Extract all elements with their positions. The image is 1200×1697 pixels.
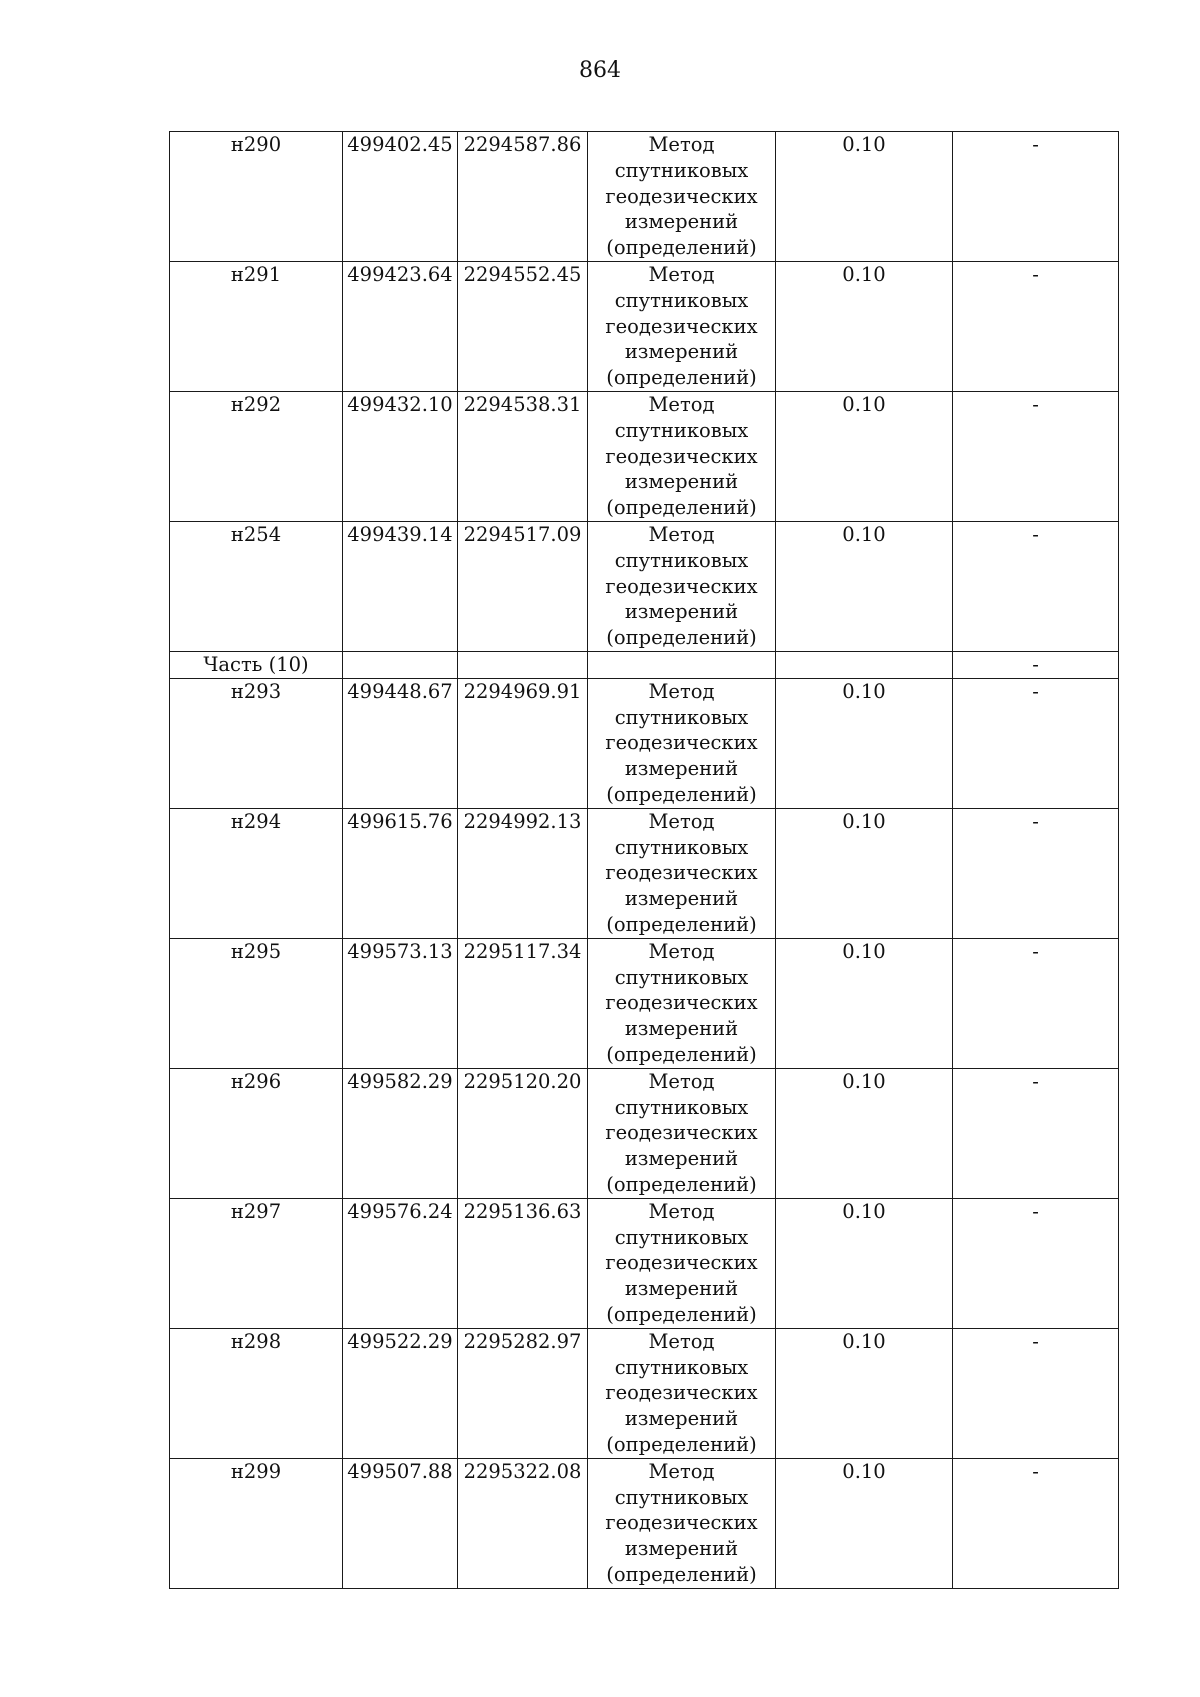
accuracy-cell: 0.10 xyxy=(776,678,953,808)
point-name-cell: н290 xyxy=(170,132,343,262)
method-cell xyxy=(588,652,776,679)
point-name-cell: н296 xyxy=(170,1068,343,1198)
x-coordinate-cell: 499582.29 xyxy=(343,1068,458,1198)
accuracy-cell xyxy=(776,652,953,679)
description-cell: - xyxy=(953,808,1119,938)
table-row xyxy=(170,678,1119,808)
y-coordinate-cell: 2295136.63 xyxy=(458,1198,588,1328)
description-cell: - xyxy=(953,522,1119,652)
point-name-cell: н294 xyxy=(170,808,343,938)
table-row xyxy=(170,132,1119,262)
accuracy-cell: 0.10 xyxy=(776,938,953,1068)
table-row xyxy=(170,1458,1119,1588)
description-cell: - xyxy=(953,652,1119,679)
x-coordinate-cell: 499402.45 xyxy=(343,132,458,262)
point-name-cell: н299 xyxy=(170,1458,343,1588)
coordinates-table-body xyxy=(170,132,1119,1589)
description-cell: - xyxy=(953,1198,1119,1328)
y-coordinate-cell: 2294992.13 xyxy=(458,808,588,938)
point-name-cell: н298 xyxy=(170,1328,343,1458)
y-coordinate-cell: 2294587.86 xyxy=(458,132,588,262)
table-part-row xyxy=(170,652,1119,679)
method-cell: Метод спутниковых геодезических измерений (определений) xyxy=(588,262,776,392)
y-coordinate-cell: 2294517.09 xyxy=(458,522,588,652)
table-row xyxy=(170,938,1119,1068)
table-row xyxy=(170,808,1119,938)
y-coordinate-cell: 2295117.34 xyxy=(458,938,588,1068)
description-cell: - xyxy=(953,1458,1119,1588)
x-coordinate-cell: 499573.13 xyxy=(343,938,458,1068)
method-cell: Метод спутниковых геодезических измерений (определений) xyxy=(588,1198,776,1328)
table-row xyxy=(170,262,1119,392)
point-name-cell: н297 xyxy=(170,1198,343,1328)
table-row xyxy=(170,1068,1119,1198)
y-coordinate-cell xyxy=(458,652,588,679)
accuracy-cell: 0.10 xyxy=(776,1198,953,1328)
y-coordinate-cell: 2295120.20 xyxy=(458,1068,588,1198)
accuracy-cell: 0.10 xyxy=(776,1068,953,1198)
x-coordinate-cell: 499423.64 xyxy=(343,262,458,392)
y-coordinate-cell: 2295322.08 xyxy=(458,1458,588,1588)
x-coordinate-cell: 499439.14 xyxy=(343,522,458,652)
description-cell: - xyxy=(953,132,1119,262)
x-coordinate-cell xyxy=(343,652,458,679)
accuracy-cell: 0.10 xyxy=(776,1458,953,1588)
point-name-cell: н293 xyxy=(170,678,343,808)
y-coordinate-cell: 2294552.45 xyxy=(458,262,588,392)
x-coordinate-cell: 499522.29 xyxy=(343,1328,458,1458)
accuracy-cell: 0.10 xyxy=(776,808,953,938)
description-cell: - xyxy=(953,1328,1119,1458)
description-cell: - xyxy=(953,392,1119,522)
x-coordinate-cell: 499615.76 xyxy=(343,808,458,938)
point-name-cell: н295 xyxy=(170,938,343,1068)
accuracy-cell: 0.10 xyxy=(776,522,953,652)
accuracy-cell: 0.10 xyxy=(776,262,953,392)
x-coordinate-cell: 499432.10 xyxy=(343,392,458,522)
point-name-cell: Часть (10) xyxy=(170,652,343,679)
point-name-cell: н292 xyxy=(170,392,343,522)
accuracy-cell: 0.10 xyxy=(776,392,953,522)
method-cell: Метод спутниковых геодезических измерений (определений) xyxy=(588,1328,776,1458)
point-name-cell: н291 xyxy=(170,262,343,392)
x-coordinate-cell: 499448.67 xyxy=(343,678,458,808)
table-row xyxy=(170,392,1119,522)
method-cell: Метод спутниковых геодезических измерений (определений) xyxy=(588,522,776,652)
y-coordinate-cell: 2294538.31 xyxy=(458,392,588,522)
table-row xyxy=(170,522,1119,652)
description-cell: - xyxy=(953,938,1119,1068)
y-coordinate-cell: 2295282.97 xyxy=(458,1328,588,1458)
x-coordinate-cell: 499576.24 xyxy=(343,1198,458,1328)
method-cell: Метод спутниковых геодезических измерений (определений) xyxy=(588,938,776,1068)
accuracy-cell: 0.10 xyxy=(776,1328,953,1458)
method-cell: Метод спутниковых геодезических измерений (определений) xyxy=(588,1068,776,1198)
y-coordinate-cell: 2294969.91 xyxy=(458,678,588,808)
point-name-cell: н254 xyxy=(170,522,343,652)
page-number: 864 xyxy=(579,58,621,83)
method-cell: Метод спутниковых геодезических измерений (определений) xyxy=(588,808,776,938)
method-cell: Метод спутниковых геодезических измерений (определений) xyxy=(588,132,776,262)
description-cell: - xyxy=(953,1068,1119,1198)
x-coordinate-cell: 499507.88 xyxy=(343,1458,458,1588)
method-cell: Метод спутниковых геодезических измерений (определений) xyxy=(588,1458,776,1588)
table-row xyxy=(170,1328,1119,1458)
method-cell: Метод спутниковых геодезических измерений (определений) xyxy=(588,678,776,808)
table-row xyxy=(170,1198,1119,1328)
description-cell: - xyxy=(953,678,1119,808)
description-cell: - xyxy=(953,262,1119,392)
coordinates-table xyxy=(169,131,1119,1589)
accuracy-cell: 0.10 xyxy=(776,132,953,262)
method-cell: Метод спутниковых геодезических измерений (определений) xyxy=(588,392,776,522)
